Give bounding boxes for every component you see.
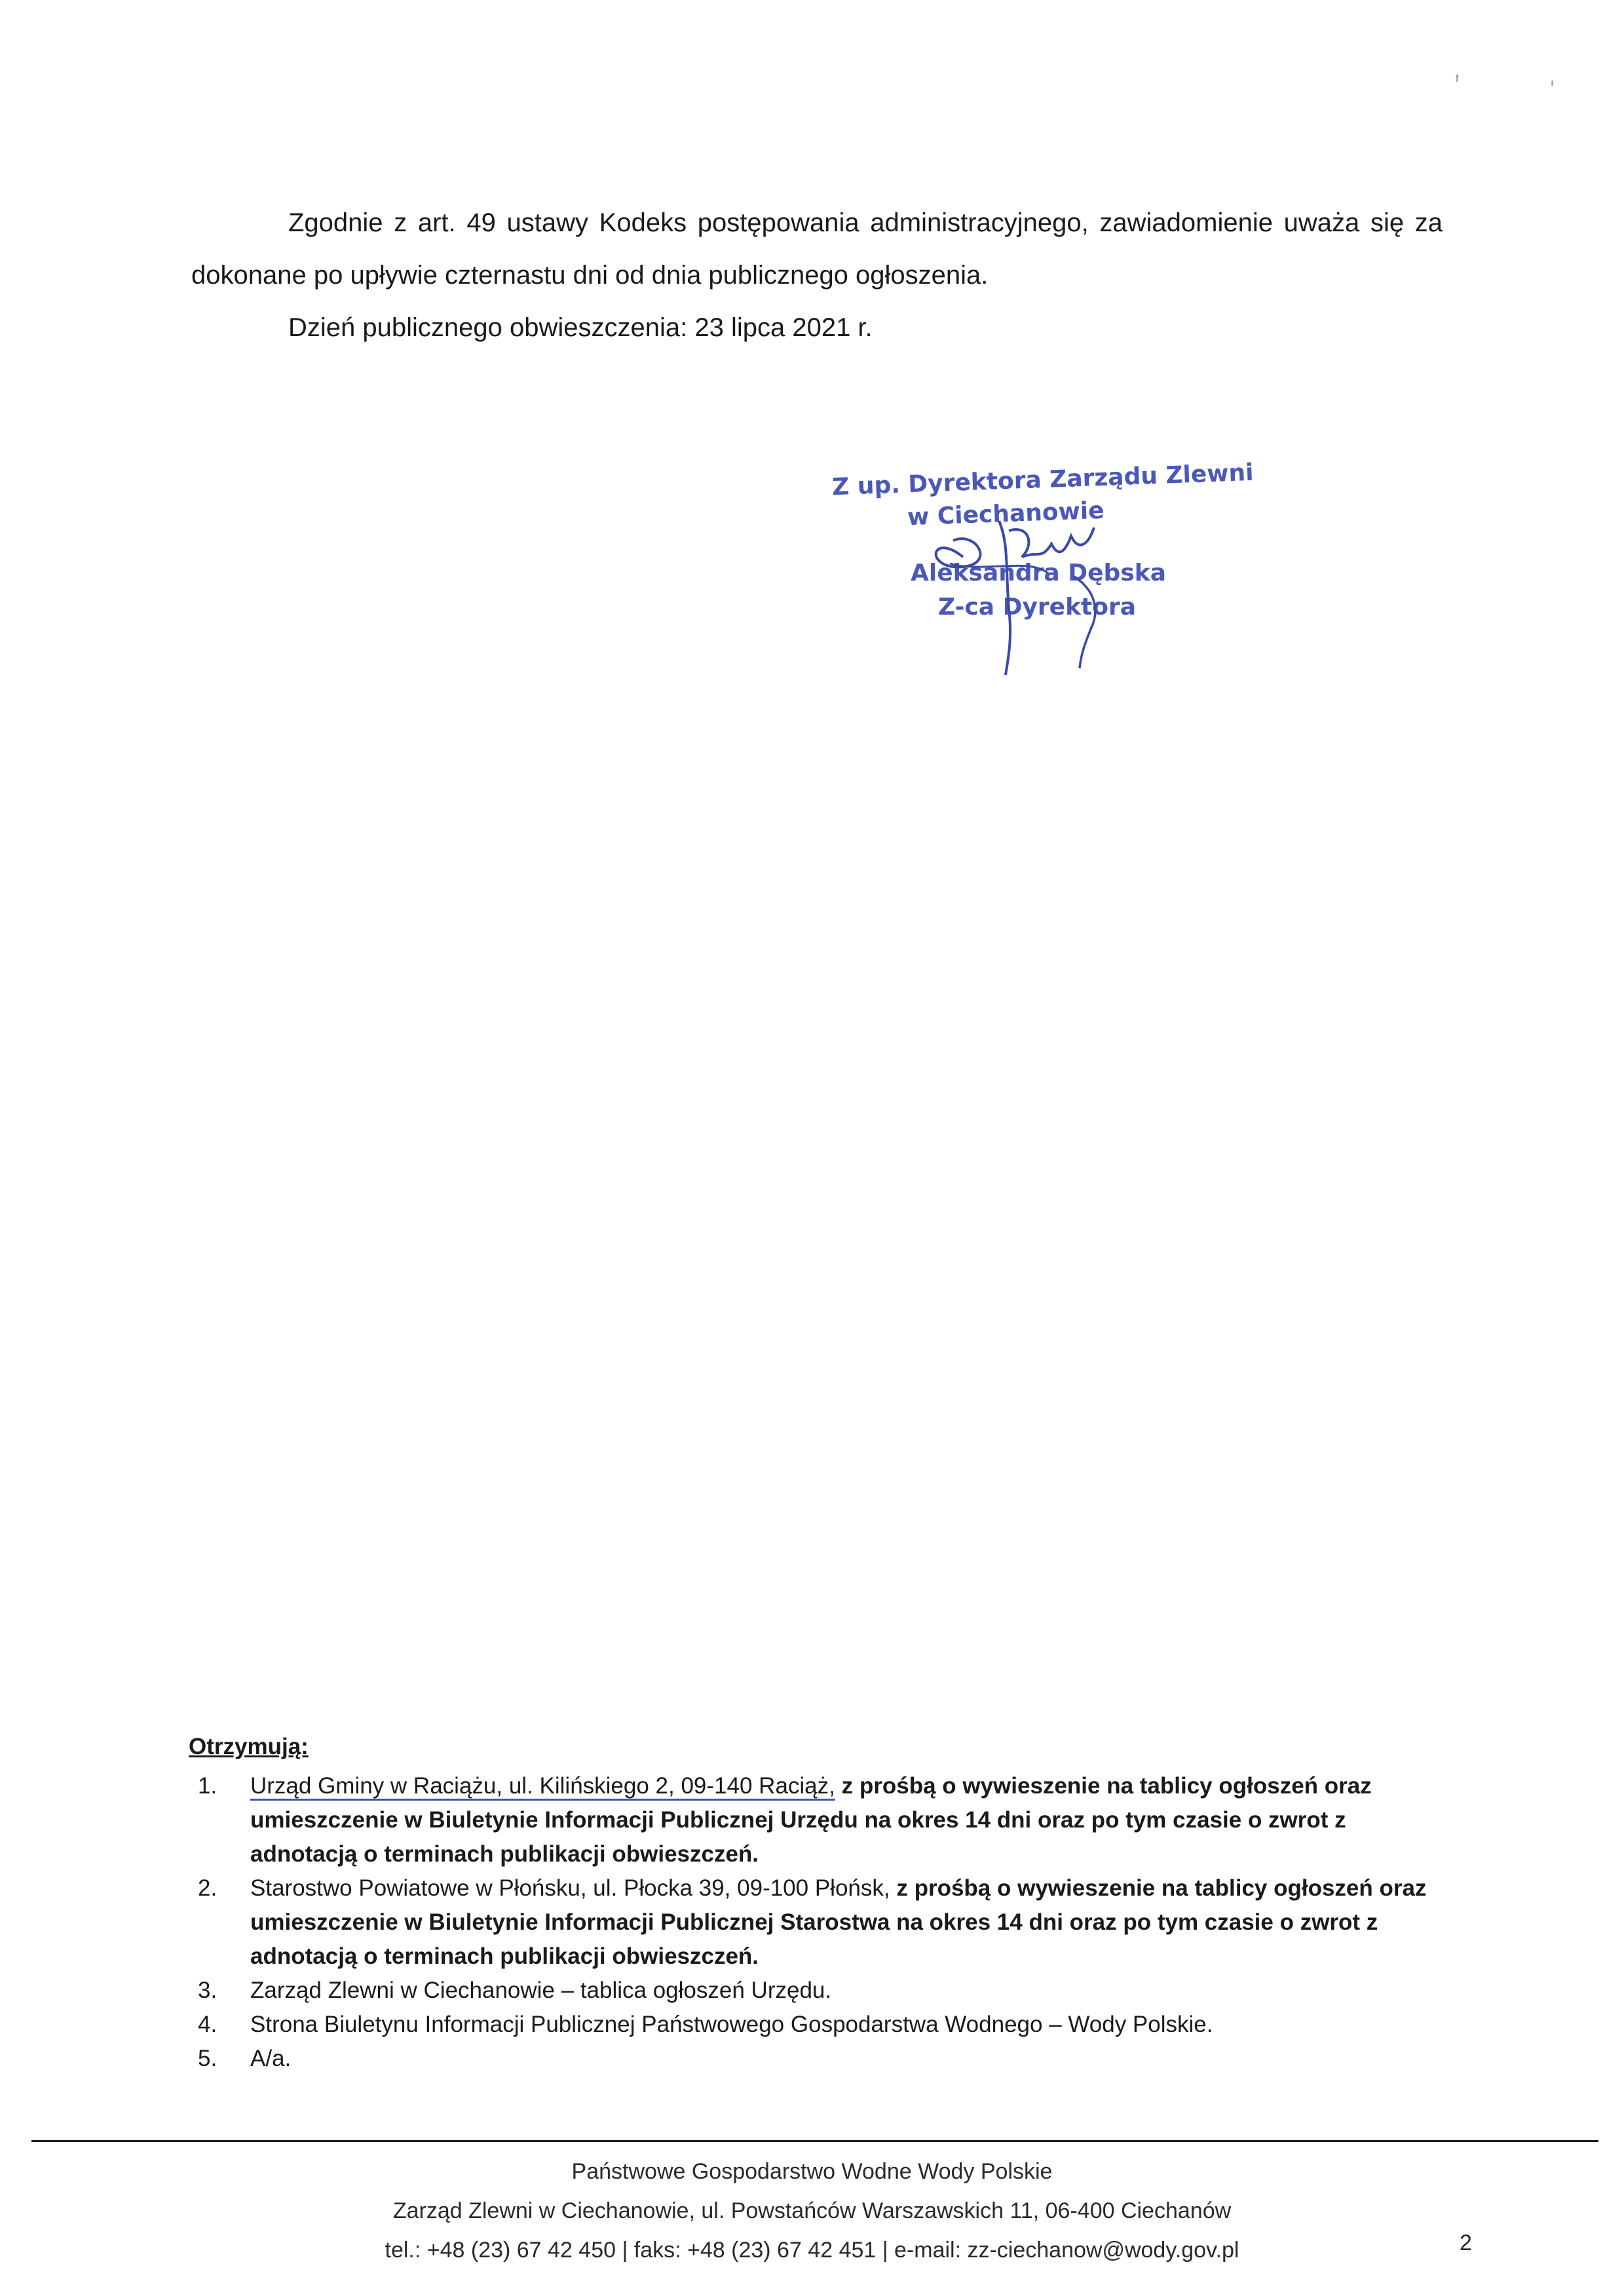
- stamp-line-authority: Z up. Dyrektora Zarządu Zlewni: [831, 459, 1255, 501]
- list-item-number: 5.: [198, 2046, 217, 2071]
- body-text: [191, 197, 1443, 354]
- footer-contact: tel.: +48 (23) 67 42 450 | faks: +48 (23) 67 42 451 | e-mail: zz-ciechanow@wody.gov.pl: [385, 2238, 1239, 2263]
- stamp-line-location: w Ciechanowie: [907, 497, 1105, 531]
- footer-address: Zarząd Zlewni w Ciechanowie, ul. Powstańców Warszawskich 11, 06-400 Ciechanów: [392, 2198, 1232, 2223]
- list-item-number: 1.: [198, 1773, 217, 1799]
- list-item-bold-text: z prośbą o wywieszenie na tablicy ogłoszeń oraz umieszczenie w Biuletynie Informacji Publicznej Starostwa na okres 14 dni oraz po tym czasie o zwrot z adnotacją o terminach publikacji obwieszczeń.: [250, 1875, 1427, 1969]
- stamp-line-title: Z-ca Dyrektora: [938, 594, 1137, 621]
- footer-organization: Państwowe Gospodarstwo Wodne Wody Polskie: [571, 2159, 1053, 2184]
- recipients-section: [189, 1730, 1446, 2076]
- recipients-list: [189, 1769, 1446, 2076]
- official-stamp: [812, 459, 1255, 681]
- scan-mark: ı: [1551, 77, 1554, 88]
- list-item-number: 4.: [198, 2012, 217, 2037]
- footer-divider: [31, 2140, 1598, 2142]
- list-item-text: Zarząd Zlewni w Ciechanowie – tablica ogłoszeń Urzędu.: [250, 1978, 832, 2003]
- list-item: [189, 2042, 1446, 2076]
- list-item: [189, 1974, 1446, 2008]
- recipients-header: Otrzymują:: [189, 1734, 309, 1759]
- list-item-text: Urząd Gminy w Raciążu, ul. Kilińskiego 2, 09-140 Raciąż,: [250, 1773, 835, 1799]
- list-item: [189, 2008, 1446, 2042]
- handwritten-signature: [812, 459, 1232, 681]
- list-item-bold-text: z prośbą o wywieszenie na tablicy ogłoszeń oraz umieszczenie w Biuletynie Informacji Publicznej Urzędu na okres 14 dni oraz po tym czasie o zwrot z adnotacją o terminach publikacji obwieszczeń.: [250, 1773, 1372, 1867]
- paragraph-notice: Zgodnie z art. 49 ustawy Kodeks postępowania administracyjnego, zawiadomienie uważa się za dokonane po upływie czternastu dni od dnia publicznego ogłoszenia.: [191, 208, 1443, 290]
- list-item-number: 2.: [198, 1875, 217, 1901]
- footer: [0, 2152, 1624, 2270]
- list-item: [189, 1871, 1446, 1974]
- stamp-line-name: Aleksandra Dębska: [911, 560, 1166, 586]
- list-item-number: 3.: [198, 1978, 217, 2003]
- scan-mark: f: [1456, 73, 1459, 85]
- list-item-text: Starostwo Powiatowe w Płońsku, ul. Płocka 39, 09-100 Płońsk,: [250, 1875, 890, 1901]
- list-item-text: A/a.: [250, 2046, 292, 2071]
- list-item: [189, 1769, 1446, 1871]
- paragraph-date: Dzień publicznego obwieszczenia: 23 lipca 2021 r.: [288, 313, 873, 342]
- list-item-text: Strona Biuletynu Informacji Publicznej Państwowego Gospodarstwa Wodnego – Wody Polskie.: [250, 2012, 1213, 2037]
- page-number: 2: [1460, 2230, 1472, 2255]
